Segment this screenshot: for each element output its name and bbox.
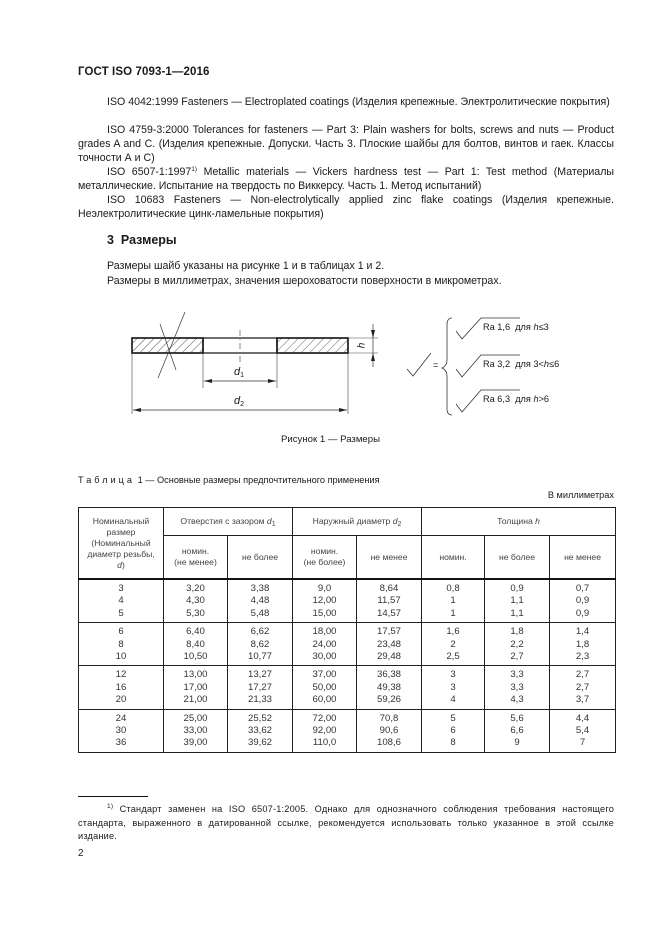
cell-value: 3,7 (575, 694, 590, 706)
section-line-1: Размеры шайб указаны на рисунке 1 и в таблицах 1 и 2. (107, 260, 385, 272)
cell-value: 8,40 (186, 638, 205, 650)
cell-value: 20 (115, 694, 127, 706)
cell-value: 13,27 (248, 669, 273, 681)
cell-d2-min (357, 579, 422, 623)
cell-value: 6,6 (510, 725, 524, 737)
h-label: h (356, 342, 368, 349)
cell-value: 6 (450, 725, 456, 737)
reference-text: Fasteners — Electroplated coatings (Изделия крепежные. Электролитические покрытия) (178, 96, 610, 108)
equals-sign: = (433, 360, 439, 370)
cell-value: 25,00 (183, 712, 208, 724)
cell-value: 4,3 (510, 694, 524, 706)
cell-value: 23,48 (377, 638, 402, 650)
roughness-item-1: Ra 1,6 для h≤3 (483, 322, 549, 332)
footnote (78, 803, 614, 844)
cell-value: 3 (450, 681, 456, 693)
roughness-brace (442, 318, 452, 415)
cell-value: 8,64 (379, 583, 399, 594)
header-hole-max: не более (228, 536, 293, 580)
table-caption-label: Таблица (78, 475, 136, 485)
cell-value: 2 (450, 638, 456, 650)
reference-text: Tolerances for fasteners — Part 3: Plain washers for bolts, screws and nuts — Product grades A and C. (Изделия крепежные. Допуски. Часть 3. Плоские шайбы для болтов, винтов и гаек. Классы точности А и С) (78, 124, 614, 165)
header-thickness-group: Толщина h (422, 508, 616, 536)
cell-h-nom (422, 579, 485, 623)
document-header-title: ГОСТ ISO 7093-1—2016 (78, 66, 210, 78)
cell-d2-min (357, 623, 422, 666)
d2-dimension (133, 408, 347, 412)
section-title: Размеры (120, 233, 177, 247)
cell-value: 3 (118, 583, 124, 594)
cell-value: 16 (115, 681, 127, 693)
cell-value: 0,9 (510, 583, 524, 594)
h-dimension (371, 324, 375, 367)
cell-value: 3,3 (510, 681, 524, 693)
cell-value: 29,48 (377, 651, 402, 663)
cell-value: 10 (115, 651, 127, 663)
cell-value: 8,62 (250, 638, 270, 650)
cell-value: 21,33 (248, 694, 273, 706)
cell-value: 59,26 (377, 694, 402, 706)
cell-d (79, 623, 164, 666)
table-row-group (79, 666, 616, 709)
cell-value: 33,00 (183, 725, 208, 737)
cell-value: 24,00 (312, 638, 337, 650)
cell-value: 60,00 (312, 694, 337, 706)
cell-value: 9,0 (317, 583, 332, 594)
cell-d2-nom (293, 666, 357, 709)
cell-d1-nom (164, 666, 228, 709)
cell-d1-nom (164, 709, 228, 752)
cell-d1-max (228, 579, 293, 623)
cell-value: 3 (450, 669, 456, 681)
cell-value: 5,6 (510, 712, 524, 724)
cell-value: 4 (450, 694, 456, 706)
cell-value: 8 (450, 737, 456, 749)
cell-value: 4,4 (575, 712, 590, 724)
cell-value: 4 (118, 595, 124, 607)
cell-value: 10,50 (183, 651, 208, 663)
cell-value: 92,00 (312, 725, 337, 737)
roughness-item-2: Ra 3,2 для 3<h≤6 (483, 359, 560, 369)
cell-h-min (550, 623, 616, 666)
cell-value: 30,00 (312, 651, 337, 663)
cell-value: 0,7 (575, 583, 590, 594)
reference-text: Metallic materials — Vickers hardness test — Part 1: Test method (Материалы металлические. Испытание на твердость по Виккерсу. Часть 1. Метод испытаний) (78, 166, 614, 193)
cell-value: 3,3 (510, 669, 524, 681)
cell-value: 12,00 (312, 595, 337, 607)
header-outer-min: не менее (357, 536, 422, 580)
cell-d1-nom (164, 579, 228, 623)
cell-value: 50,00 (312, 681, 337, 693)
cell-value: 5,4 (575, 725, 590, 737)
cell-d1-max (228, 709, 293, 752)
cell-value: 2,7 (575, 669, 590, 681)
cell-value: 5,30 (186, 607, 205, 619)
reference-text: Fasteners — Non-electrolytically applied zinc flake coatings (Изделия крепежные. Неэлектролитические цинк-ламельные покрытия) (78, 194, 614, 221)
cell-value: 18,00 (312, 626, 337, 638)
cell-value: 5 (118, 607, 124, 619)
reference-code: ISO 4759-3:2000 (107, 124, 189, 136)
cell-value: 8 (118, 638, 124, 650)
cell-value: 36 (115, 737, 127, 749)
header-nominal-size: Номинальный размер (Номинальный диаметр резьбы, d) (79, 508, 164, 580)
d1-dimension (204, 379, 276, 383)
header-outer-group: Наружный диаметр $d_2$ (293, 508, 422, 536)
cell-d1-nom (164, 623, 228, 666)
cell-value: 21,00 (183, 694, 208, 706)
cell-value: 4,30 (186, 595, 205, 607)
cell-value: 1,1 (510, 595, 524, 607)
cell-h-nom (422, 666, 485, 709)
cell-value: 1,4 (575, 626, 590, 638)
roughness-symbol-main (407, 353, 431, 376)
cell-value: 9 (514, 737, 520, 749)
footnote-text: Стандарт заменен на ISO 6507-1:2005. Однако для однозначного соблюдения требования настоящего стандарта, выраженного в датированной ссылке, рекомендуется использовать только указанное в этой ссылке издание. (78, 804, 614, 841)
cell-h-max (485, 579, 550, 623)
cell-value: 108,6 (377, 737, 402, 749)
cell-value: 17,00 (183, 681, 208, 693)
cell-value: 1,1 (510, 607, 524, 619)
table-row-group (79, 579, 616, 623)
cell-value: 11,57 (377, 595, 401, 607)
footnote-mark: 1) (107, 803, 114, 810)
cell-value: 12 (115, 669, 127, 681)
table-row-group (79, 709, 616, 752)
cell-d2-nom (293, 623, 357, 666)
cell-value: 49,38 (377, 681, 402, 693)
cell-value: 1,8 (575, 638, 590, 650)
cell-value: 13,00 (183, 669, 208, 681)
cell-h-min (550, 666, 616, 709)
cell-value: 0,9 (575, 607, 590, 619)
table-caption-text: Основные размеры предпочтительного применения (157, 475, 380, 485)
section-line-2: Размеры в миллиметрах, значения шероховатости поверхности в микрометрах. (107, 275, 502, 287)
cell-value: 0,9 (575, 595, 590, 607)
cell-value: 4,48 (250, 595, 270, 607)
reference-code: ISO 6507-1:1997 (107, 166, 192, 178)
cell-value: 110,0 (312, 737, 337, 749)
cell-d2-min (357, 709, 422, 752)
cell-value: 17,27 (248, 681, 273, 693)
cell-value: 15,00 (312, 607, 337, 619)
cell-value: 3,20 (186, 583, 205, 594)
cell-value: 2,7 (510, 651, 524, 663)
cell-value: 25,52 (248, 712, 273, 724)
cell-value: 2,2 (510, 638, 524, 650)
cell-value: 2,7 (575, 681, 590, 693)
dimensions-table (78, 507, 616, 753)
cell-value: 90,6 (379, 725, 399, 737)
cell-h-min (550, 709, 616, 752)
cell-value: 0,8 (446, 583, 460, 594)
cell-value: 5,48 (250, 607, 270, 619)
cell-value: 17,57 (377, 626, 402, 638)
table-units: В миллиметрах (547, 490, 614, 500)
cell-value: 37,00 (312, 669, 337, 681)
cell-d (79, 579, 164, 623)
section-number: 3 (107, 233, 114, 247)
cell-value: 5 (450, 712, 456, 724)
cell-d2-min (357, 666, 422, 709)
cell-value: 70,8 (379, 712, 399, 724)
cell-value: 30 (115, 725, 127, 737)
cell-value: 72,00 (312, 712, 337, 724)
cell-value: 1 (450, 607, 456, 619)
cell-h-max (485, 666, 550, 709)
cell-d2-nom (293, 579, 357, 623)
cell-h-max (485, 623, 550, 666)
cell-value: 14,57 (377, 607, 402, 619)
cell-d (79, 666, 164, 709)
cell-value: 33,62 (248, 725, 273, 737)
cell-value: 6 (118, 626, 124, 638)
cell-h-min (550, 579, 616, 623)
cell-value: 10,77 (248, 651, 273, 663)
cell-value: 39,00 (183, 737, 208, 749)
header-thick-min: не менее (550, 536, 616, 580)
cell-d1-max (228, 623, 293, 666)
cell-h-nom (422, 623, 485, 666)
header-hole-group: Отверстия с зазором $d_1$ (164, 508, 293, 536)
cell-d2-nom (293, 709, 357, 752)
roughness-item-3: Ra 6,3 для h>6 (483, 394, 550, 404)
d1-label: $d_1$ (234, 366, 245, 379)
cell-value: 1 (450, 595, 456, 607)
reference-code: ISO 10683 (107, 194, 165, 206)
footnote-divider (78, 796, 148, 797)
footnote-mark[interactable]: 1) (191, 166, 198, 173)
reference-code: ISO 4042:1999 (107, 96, 179, 108)
cell-h-max (485, 709, 550, 752)
cell-value: 39,62 (248, 737, 273, 749)
page-number: 2 (78, 848, 84, 859)
header-thick-max: не более (485, 536, 550, 580)
cell-value: 2,3 (575, 651, 590, 663)
cell-value: 36,38 (377, 669, 402, 681)
table-row-group (79, 623, 616, 666)
d2-label: $d_2$ (234, 395, 245, 408)
cell-value: 1,8 (510, 626, 524, 638)
cell-value: 1,6 (446, 626, 460, 638)
cell-d1-max (228, 666, 293, 709)
cell-value: 6,62 (250, 626, 270, 638)
cell-h-nom (422, 709, 485, 752)
header-hole-nom: номин. (не менее) (164, 536, 228, 580)
cell-d (79, 709, 164, 752)
cell-value: 6,40 (186, 626, 205, 638)
cell-value: 7 (579, 737, 586, 749)
figure-caption: Рисунок 1 — Размеры (281, 434, 380, 445)
header-thick-nom: номин. (422, 536, 485, 580)
cell-value: 2,5 (446, 651, 460, 663)
table-caption: Таблица 1 — Основные размеры предпочтительного применения (78, 475, 380, 485)
cell-value: 3,38 (250, 583, 270, 594)
header-outer-nom: номин. (не более) (293, 536, 357, 580)
cell-value: 24 (115, 712, 127, 724)
